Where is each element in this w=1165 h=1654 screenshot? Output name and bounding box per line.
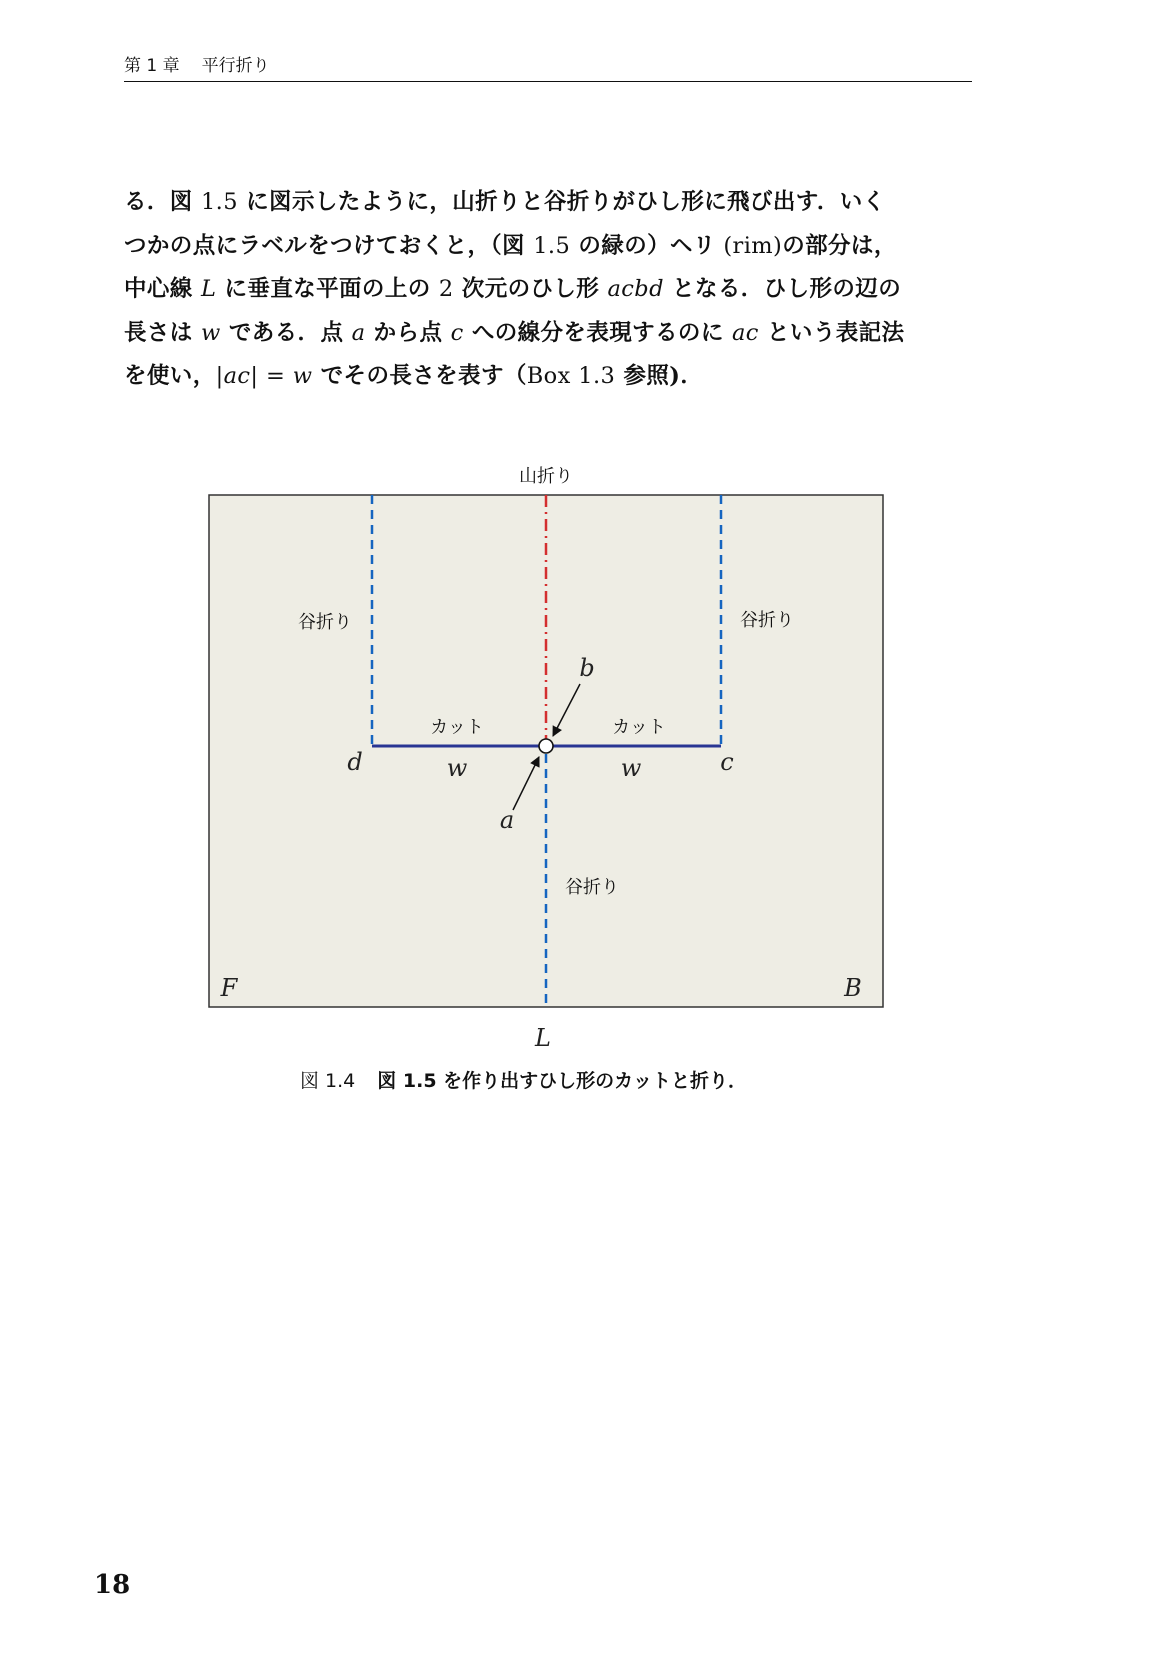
text-run: となる．ひし形の辺の [663, 276, 902, 302]
label-cut-left: カット [430, 717, 484, 738]
box-ref: Box 1.3 [526, 363, 616, 389]
label-cut-right: カット [612, 717, 666, 738]
figure-ref: 1.5 [200, 189, 238, 215]
math-acbd: acbd [607, 276, 664, 302]
label-width-left: w [446, 754, 468, 782]
text-run: る．図 [124, 189, 201, 215]
math-a: a [351, 319, 366, 346]
label-valley-fold-right: 谷折り [740, 610, 794, 631]
text-run: から点 [365, 319, 451, 346]
keyword-rim-en: (rim) [715, 232, 783, 259]
label-front-F: F [220, 974, 238, 1002]
caption-text: 図 1.5 を作り出すひし形のカットと折り． [377, 1070, 747, 1092]
label-mountain-fold: 山折り [519, 466, 573, 487]
page-number: 18 [94, 1570, 131, 1600]
math-number: 2 [438, 276, 454, 302]
math-ac-eq-w: |ac| = w [215, 363, 313, 389]
label-valley-fold-bottom: 谷折り [565, 877, 619, 898]
text-run: でその長さを表す（ [312, 363, 527, 389]
text-run: 長さは [124, 319, 201, 346]
text-run: を使い， [124, 363, 216, 389]
label-width-right: w [620, 754, 642, 782]
text-run: という表記法 [758, 319, 905, 346]
text-run: の緑の） [570, 232, 671, 259]
text-run: への線分を表現するのに [463, 319, 732, 346]
label-point-b: b [579, 654, 595, 682]
label-point-a: a [499, 806, 515, 834]
label-valley-fold-left: 谷折り [298, 612, 352, 633]
text-run: である．点 [220, 319, 352, 346]
text-run: 次元のひし形 [453, 276, 608, 302]
caption-number: 図 1.4 [300, 1070, 356, 1092]
center-point-marker [539, 739, 553, 753]
text-run: に垂直な平面の上の [216, 276, 439, 302]
math-w: w [200, 319, 221, 346]
label-point-c: c [720, 748, 734, 776]
math-L: L [200, 276, 217, 302]
text-run: 参照)． [615, 363, 704, 389]
figure-ref: 1.5 [533, 232, 571, 259]
math-c: c [450, 319, 464, 346]
text-run: 中心線 [124, 276, 201, 302]
figure-caption [300, 1068, 747, 1094]
label-point-d: d [347, 748, 363, 776]
keyword-rim: ヘリ [670, 232, 716, 259]
label-line-L: L [535, 1024, 551, 1052]
text-run: つかの点にラベルをつけておくと，（図 [124, 232, 534, 259]
chapter-title: 平行折り [201, 56, 270, 76]
label-back-B: B [844, 974, 862, 1002]
chapter-number: 第 1 章 [124, 56, 180, 76]
math-ac: ac [731, 319, 759, 346]
text-run: に図示したように，山折りと谷折りがひし形に飛び出す．いく [237, 189, 886, 215]
text-run: の部分は， [782, 232, 897, 259]
